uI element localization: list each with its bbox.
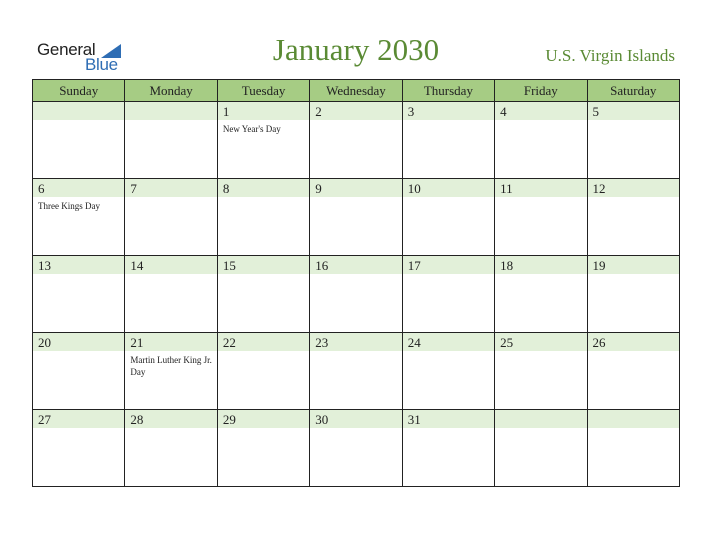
day-number: 1 — [222, 104, 230, 119]
day-number-band — [33, 102, 124, 120]
day-cell — [33, 410, 125, 487]
day-cell — [402, 102, 494, 179]
day-number-band — [33, 179, 124, 197]
day-number: 31 — [407, 412, 421, 427]
day-cell — [587, 102, 679, 179]
day-number: 18 — [500, 258, 514, 273]
weekday-header: Saturday — [587, 80, 679, 102]
day-cell — [495, 102, 587, 179]
day-number: 14 — [130, 258, 144, 273]
day-number: 5 — [592, 104, 600, 119]
day-number: 4 — [500, 104, 507, 119]
day-number-band — [310, 179, 401, 197]
day-cell — [402, 256, 494, 333]
day-number-band — [125, 102, 216, 120]
day-number: 25 — [500, 335, 514, 350]
logo-blue-text: Blue — [85, 55, 118, 74]
day-number: 15 — [222, 258, 236, 273]
day-number: 2 — [315, 104, 322, 119]
day-number-band — [588, 102, 679, 120]
day-number-band — [495, 410, 586, 428]
day-number-band — [218, 179, 309, 197]
weekday-header: Tuesday — [217, 80, 309, 102]
day-number: 28 — [130, 412, 144, 427]
day-number: 7 — [130, 181, 137, 196]
day-cell — [402, 410, 494, 487]
day-number: 26 — [592, 335, 606, 350]
day-number: 22 — [222, 335, 236, 350]
day-number: 29 — [222, 412, 236, 427]
holiday-label: Martin Luther King Jr. Day — [130, 355, 212, 377]
weekday-header: Thursday — [402, 80, 494, 102]
day-number-band — [310, 102, 401, 120]
logo-general-text: General — [37, 40, 96, 59]
day-number: 10 — [407, 181, 421, 196]
day-number: 13 — [38, 258, 51, 273]
holiday-label: Three Kings Day — [38, 201, 100, 211]
day-number: 16 — [315, 258, 329, 273]
day-cell — [310, 256, 402, 333]
day-cell — [217, 410, 309, 487]
day-number-band — [588, 410, 679, 428]
day-number-band — [403, 102, 494, 120]
day-cell — [125, 256, 217, 333]
day-cell — [33, 256, 125, 333]
day-number: 19 — [592, 258, 606, 273]
day-number: 8 — [222, 181, 230, 196]
weekday-header: Wednesday — [310, 80, 402, 102]
day-cell — [33, 102, 125, 179]
day-number: 24 — [407, 335, 421, 350]
day-cell — [125, 410, 217, 487]
day-number: 27 — [38, 412, 51, 427]
day-cell — [125, 179, 217, 256]
day-number: 12 — [592, 181, 606, 196]
day-cell — [587, 256, 679, 333]
calendar-grid — [32, 79, 680, 487]
day-cell — [217, 179, 309, 256]
day-number: 9 — [315, 181, 322, 196]
day-cell — [402, 179, 494, 256]
week-row — [33, 256, 680, 333]
day-number: 17 — [407, 258, 421, 273]
day-number-band — [218, 102, 309, 120]
day-cell — [402, 333, 494, 410]
day-cell — [125, 333, 217, 410]
day-number: 3 — [407, 104, 415, 119]
page-title: January 2030 — [272, 32, 440, 67]
day-cell — [33, 179, 125, 256]
day-cell — [495, 333, 587, 410]
day-cell — [310, 410, 402, 487]
week-row — [33, 410, 680, 487]
day-cell — [587, 333, 679, 410]
day-cell — [587, 410, 679, 487]
day-cell — [310, 102, 402, 179]
day-cell — [310, 179, 402, 256]
week-row — [33, 179, 680, 256]
weekday-header: Sunday — [33, 80, 125, 102]
holiday-label: New Year's Day — [222, 124, 281, 134]
week-row — [33, 333, 680, 410]
day-cell — [33, 333, 125, 410]
day-cell — [587, 179, 679, 256]
weekday-header: Monday — [125, 80, 217, 102]
weekday-header: Friday — [495, 80, 587, 102]
week-row — [33, 102, 680, 179]
day-cell — [125, 102, 217, 179]
day-number: 30 — [315, 412, 329, 427]
region-label: U.S. Virgin Islands — [545, 46, 675, 65]
weekday-header-row — [33, 80, 680, 102]
day-number: 20 — [38, 335, 51, 350]
day-number-band — [125, 179, 216, 197]
day-cell — [495, 256, 587, 333]
day-cell — [495, 410, 587, 487]
day-cell — [217, 333, 309, 410]
day-cell — [217, 102, 309, 179]
day-number: 23 — [315, 335, 329, 350]
day-number-band — [495, 102, 586, 120]
day-cell — [495, 179, 587, 256]
day-number: 6 — [38, 181, 45, 196]
day-cell — [217, 256, 309, 333]
day-cell — [310, 333, 402, 410]
day-number: 21 — [130, 335, 144, 350]
day-number: 11 — [500, 181, 513, 196]
